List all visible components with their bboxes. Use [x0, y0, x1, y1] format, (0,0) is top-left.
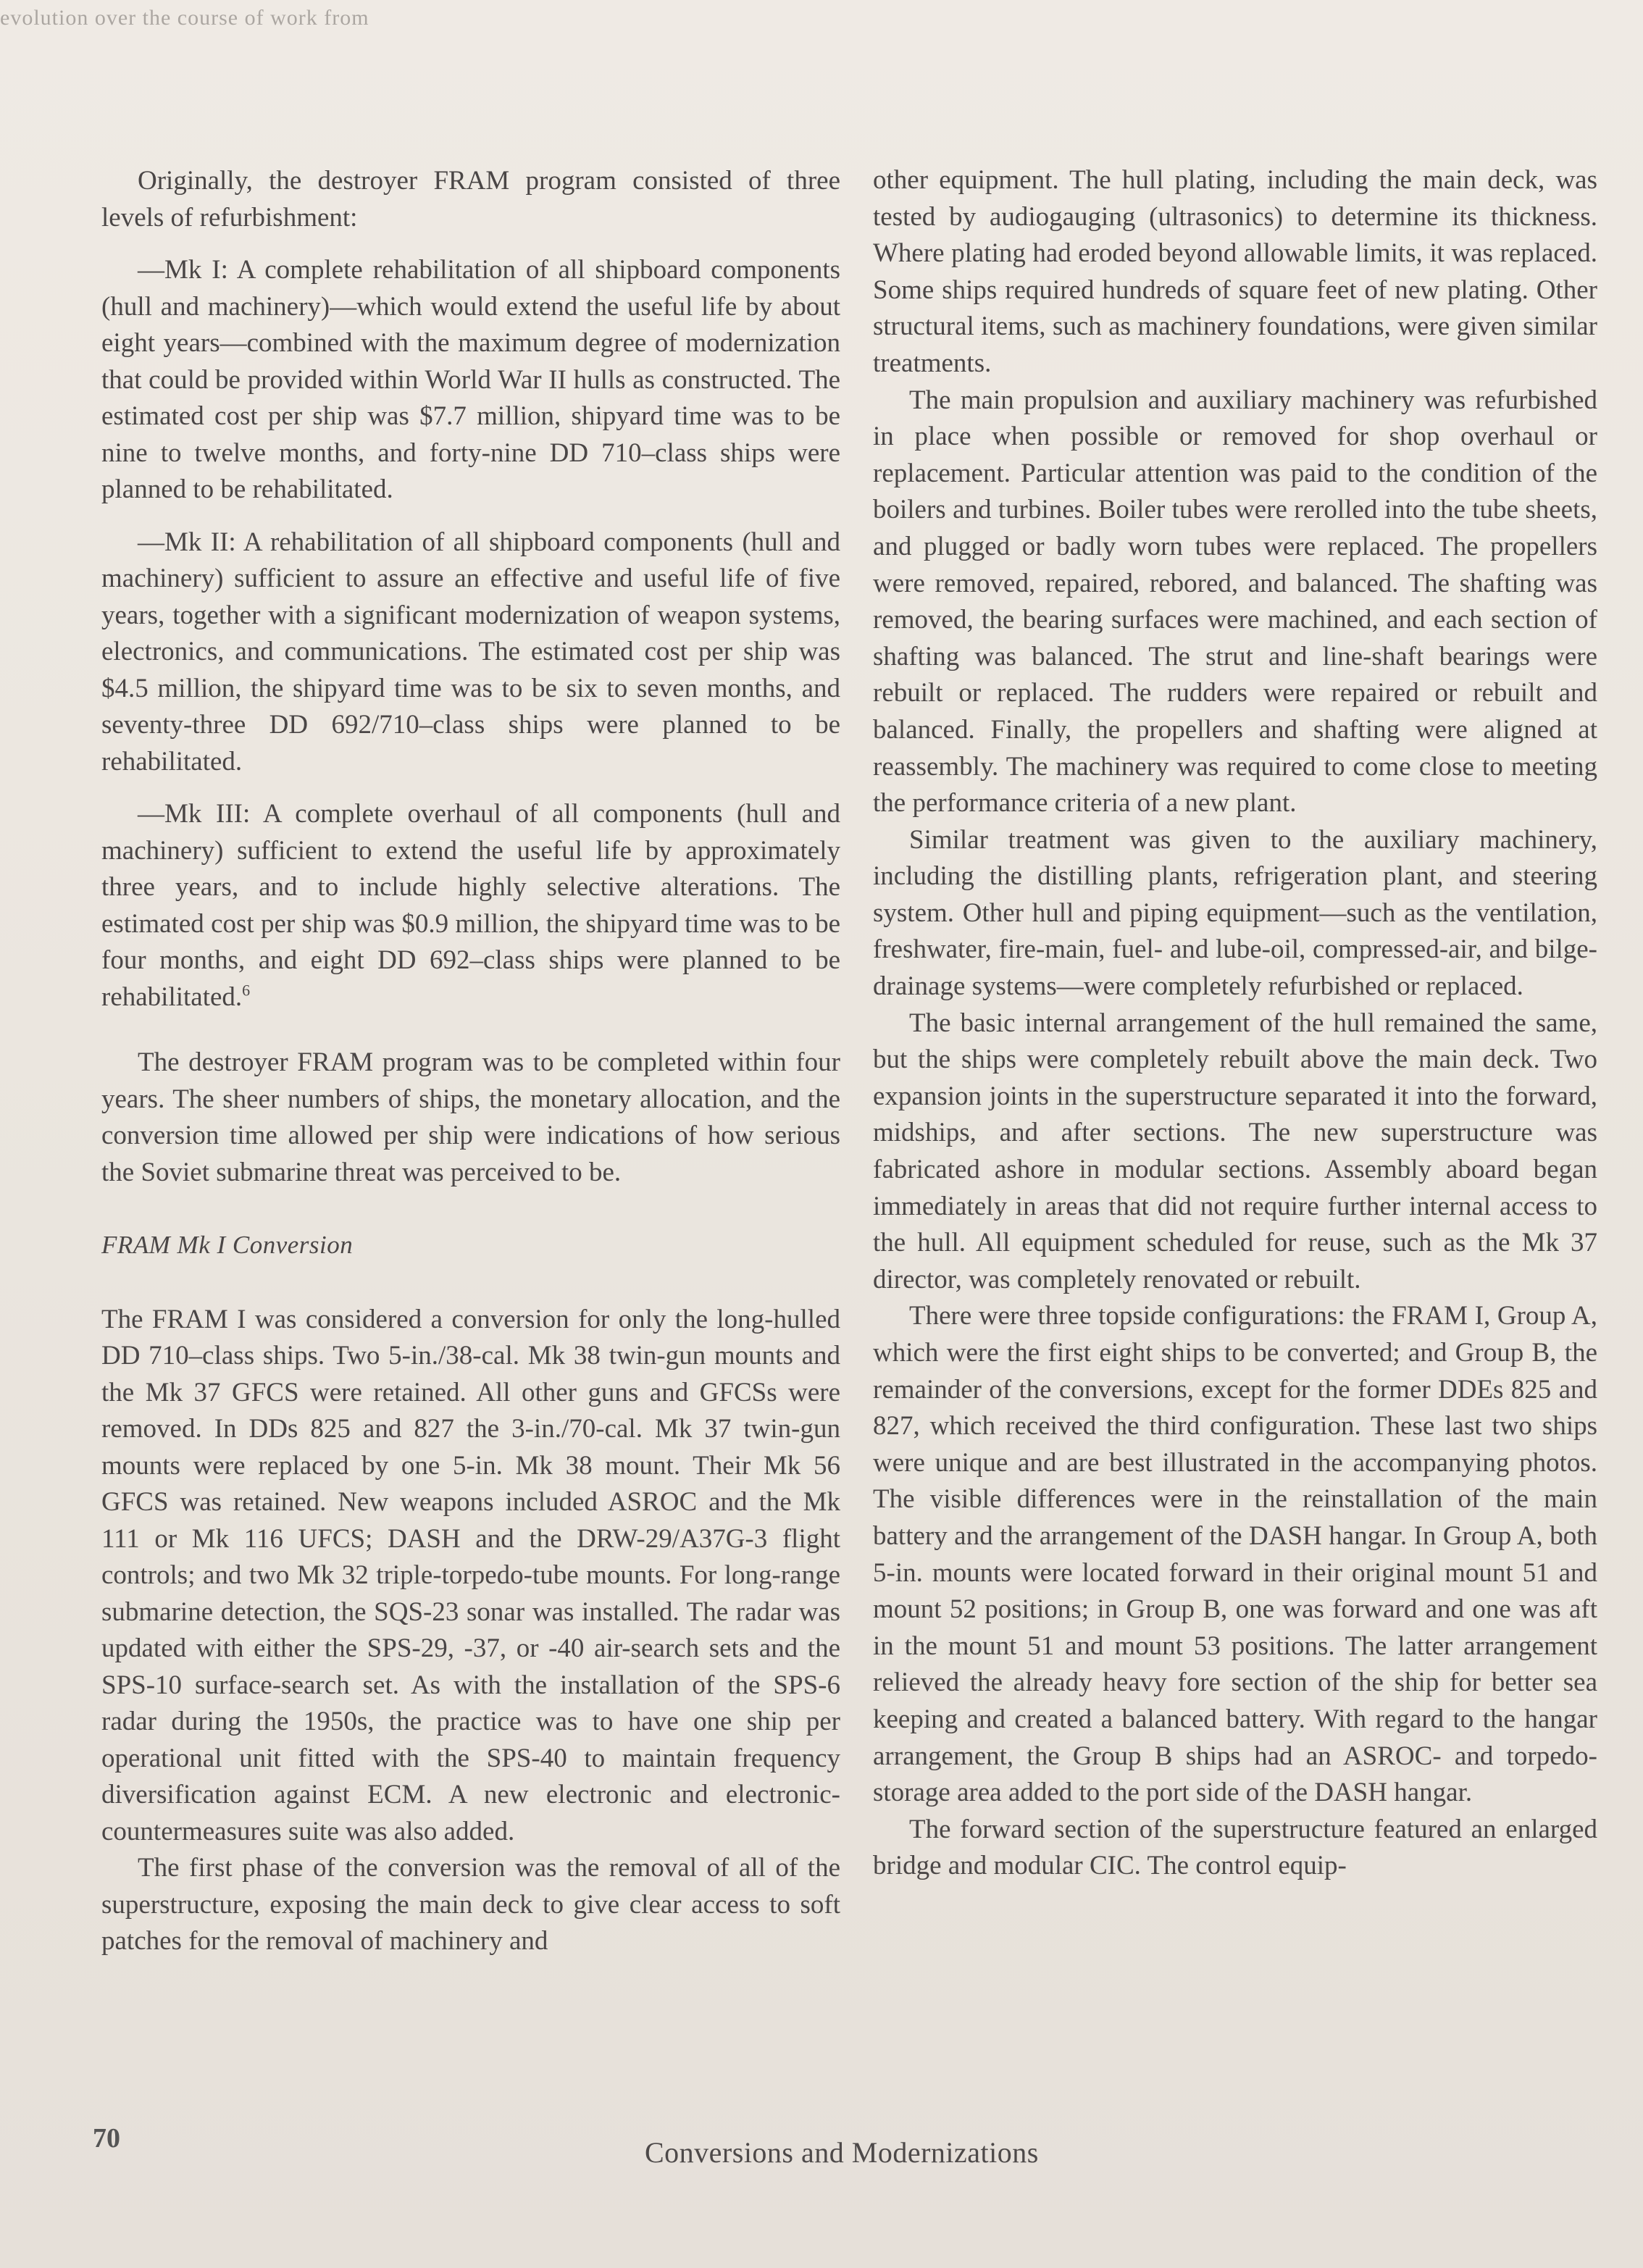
intro-paragraph: Originally, the destroyer FRAM program consisted of three levels of refurbishment:: [101, 166, 840, 233]
left-column: [101, 163, 840, 1960]
mk3-text: —Mk III: A complete overhaul of all components (hull and machinery) sufficient to extend the useful life by approximately three years, and to include highly selective alterations. The estimated cost per ship was $0.9 million, the shipyard time was to be four months, and eight DD 692–class ships were planned to be rehabilitated.: [101, 799, 840, 1012]
conversion-paragraph-2: The first phase of the conversion was the removal of all of the superstructure, exposing the main deck to give clear access to soft patches for the removal of machinery and: [101, 1853, 840, 1956]
page-number: 70: [93, 2123, 120, 2154]
configurations-paragraph: There were three topside configurations: the FRAM I, Group A, which were the first eight ships to be converted; and Group B, the remainder of the conversions, except for the former DDEs 825 and 827, which received the third configuration. These last two ships were unique and are best illustrated in the accompanying photos. The visible differences were in the reinstallation of the main battery and the arrangement of the DASH hangar. In Group A, both 5-in. mounts were located forward in their original mount 51 and mount 52 positions; in Group B, one was forward and one was aft in the mount 51 and mount 53 positions. The latter arrangement relieved the already heavy fore section of the ship for better sea keeping and created a balanced battery. With regard to the hangar arrangement, the Group B ships had an ASROC- and torpedo-storage area added to the port side of the DASH hangar.: [873, 1301, 1597, 1808]
arrangement-paragraph: The basic internal arrangement of the hull remained the same, but the ships were completely rebuilt above the main deck. Two expansion joints in the superstructure separated it into the forward, midships, and after sections. The new superstructure was fabricated ashore in modular sections. Assembly aboard began immediately in areas that did not require further internal access to the hull. All equipment scheduled for reuse, such as the Mk 37 director, was completely renovated or rebuilt.: [873, 1008, 1597, 1294]
propulsion-paragraph: The main propulsion and auxiliary machinery was refurbished in place when possible or removed for shop overhaul or replacement. Particular attention was paid to the condition of the boilers and turbines. Boiler tubes were rerolled into the tube sheets, and plugged or badly worn tubes were replaced. The propellers were removed, repaired, rebored, and balanced. The shafting was removed, the bearing surfaces were machined, and each section of shafting was balanced. The strut and line-shaft bearings were rebuilt or replaced. The rudders were repaired or rebuilt and balanced. Finally, the propellers and shafting were aligned at reassembly. The machinery was required to come close to meeting the performance criteria of a new plant.: [873, 385, 1597, 819]
right-column: [873, 162, 1597, 1885]
partial-top-line: evolution over the course of work from: [0, 6, 369, 30]
auxiliary-paragraph: Similar treatment was given to the auxiliary machinery, including the distilling plants, refrigeration plant, and steering system. Other hull and piping equipment—such as the ventilation, freshwater, fire-main, fuel- and lube-oil, compressed-air, and bilge-drainage systems—were completely refurbished or replaced.: [873, 824, 1597, 1002]
program-paragraph: The destroyer FRAM program was to be completed within four years. The sheer numbers of ships, the monetary allocation, and the conversion time allowed per ship were indications of how serious the Soviet submarine threat was perceived to be.: [101, 1047, 840, 1187]
footnote-marker: 6: [242, 981, 251, 1000]
mk2-paragraph: —Mk II: A rehabilitation of all shipboard components (hull and machinery) sufficient to assure an effective and useful life of five years, together with a significant modernization of weapon systems, electronics, and communications. The estimated cost per ship was $4.5 million, the shipyard time was to be six to seven months, and seventy-three DD 692/710–class ships were planned to be rehabilitated.: [101, 527, 840, 777]
section-heading: FRAM Mk I Conversion: [101, 1231, 354, 1259]
running-footer-title: Conversions and Modernizations: [645, 2136, 1039, 2169]
hull-plating-paragraph: other equipment. The hull plating, including the main deck, was tested by audiogauging (ultrasonics) to determine its thickness. Where plating had eroded beyond allowable limits, it was replaced. Some ships required hundreds of square feet of new plating. Other structural items, such as machinery foundations, were given similar treatments.: [873, 165, 1597, 378]
mk3-paragraph: [101, 796, 840, 1016]
forward-section-paragraph: The forward section of the superstructure featured an enlarged bridge and modular CIC. The control equip-: [873, 1814, 1597, 1881]
conversion-paragraph-1: The FRAM I was considered a conversion for only the long-hulled DD 710–class ships. Two 5-in./38-cal. Mk 38 twin-gun mounts and the Mk 37 GFCS were retained. All other guns and GFCSs were removed. In DDs 825 and 827 the 3-in./70-cal. Mk 37 twin-gun mounts were replaced by one 5-in. Mk 38 mount. Their Mk 56 GFCS was retained. New weapons included ASROC and the Mk 111 or Mk 116 UFCS; DASH and the DRW-29/A37G-3 flight controls; and two Mk 32 triple-torpedo-tube mounts. For long-range submarine detection, the SQS-23 sonar was installed. The radar was updated with either the SPS-29, -37, or -40 air-search sets and the SPS-10 surface-search set. As with the installation of the SPS-6 radar during the 1950s, the practice was to have one ship per operational unit fitted with the SPS-40 to maintain frequency diversification against ECM. A new electronic and electronic-countermeasures suite was also added.: [101, 1304, 840, 1846]
mk1-paragraph: —Mk I: A complete rehabilitation of all shipboard components (hull and machinery)—which would extend the useful life by about eight years—combined with the maximum degree of modernization that could be provided within World War II hulls as constructed. The estimated cost per ship was $7.7 million, shipyard time was to be nine to twelve months, and forty-nine DD 710–class ships were planned to be rehabilitated.: [101, 255, 840, 504]
